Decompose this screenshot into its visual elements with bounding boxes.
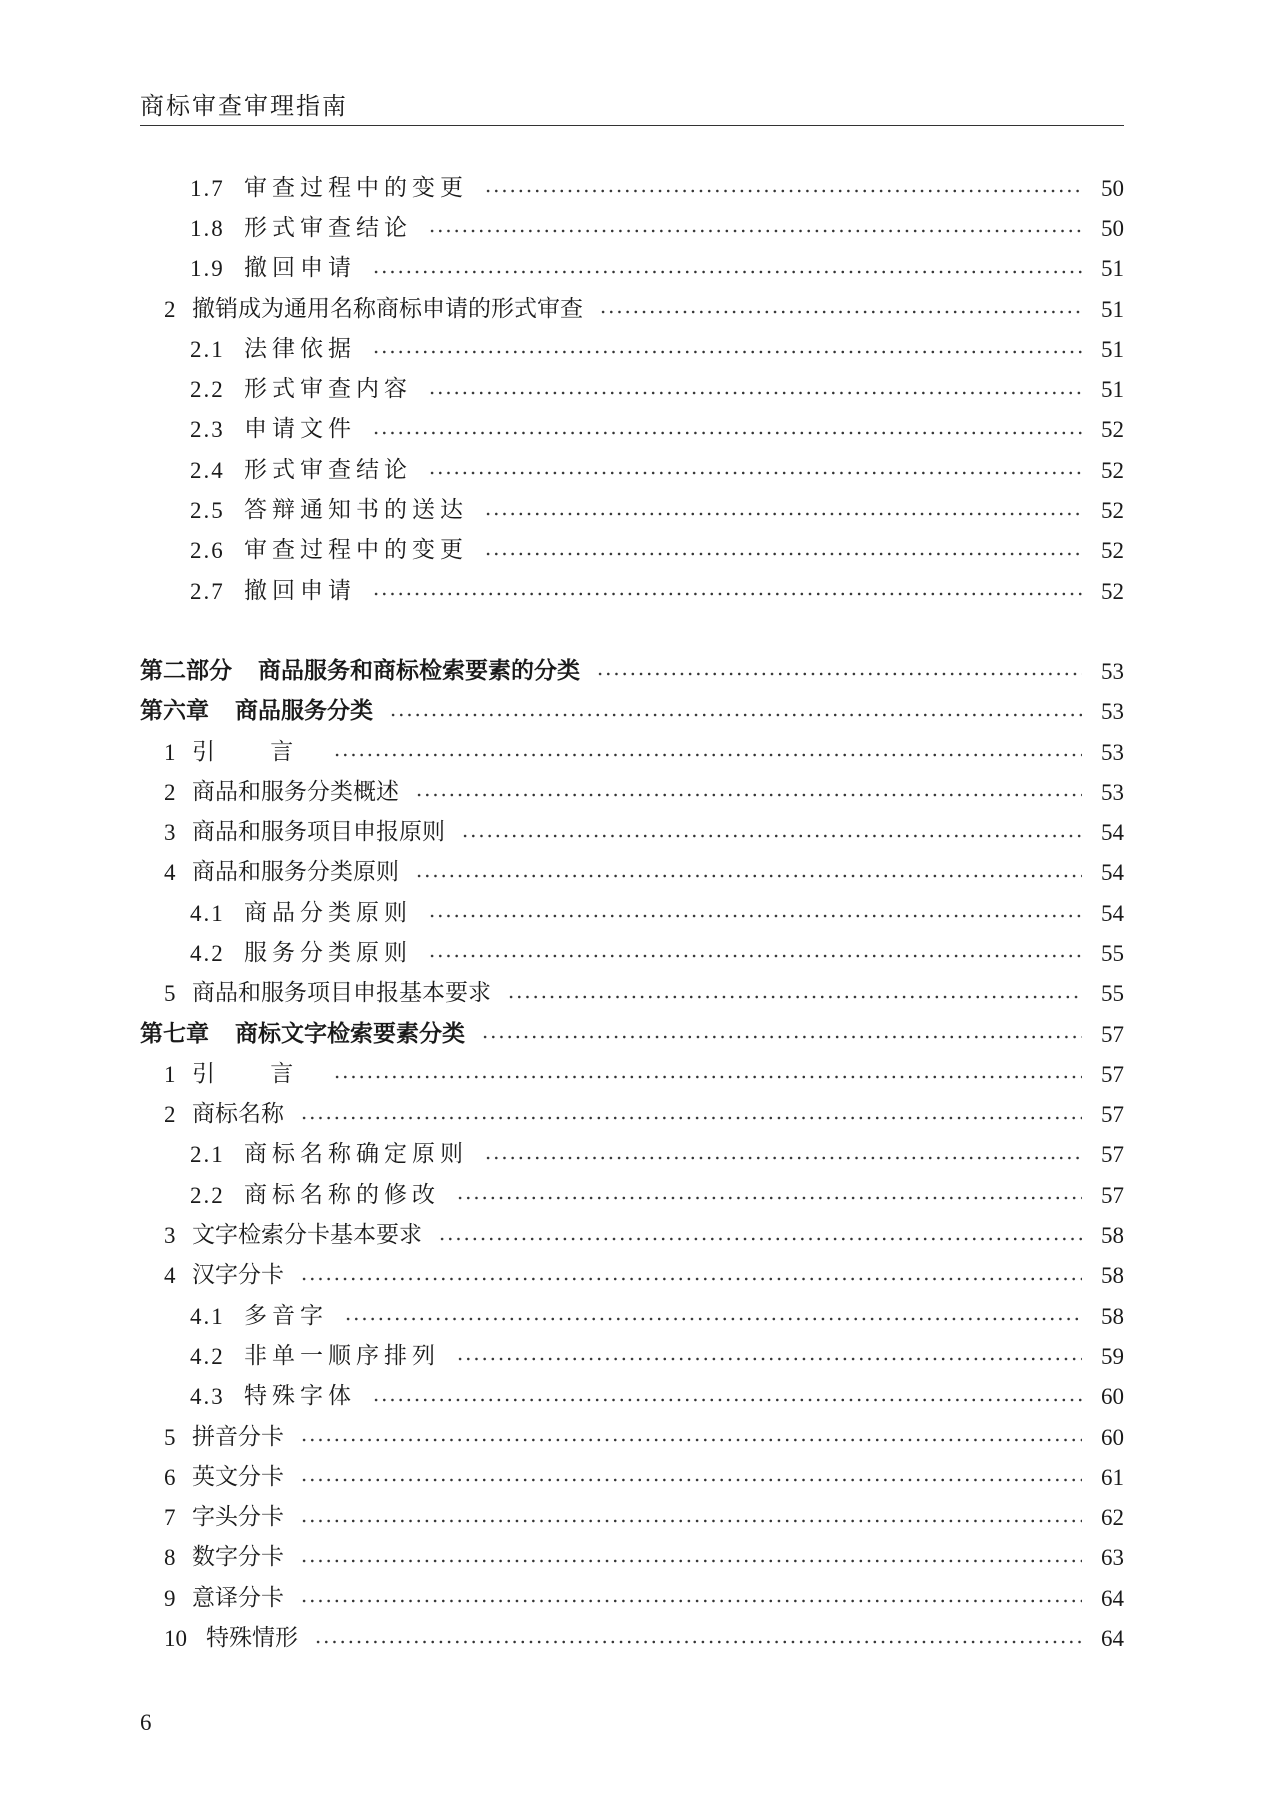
toc-leader-dots xyxy=(314,1639,1082,1645)
toc-entry-number: 1 xyxy=(164,1061,176,1087)
toc-entry-title: 引 言 xyxy=(192,738,318,765)
toc-entry-page: 60 xyxy=(1101,1384,1124,1410)
toc-entry-number: 8 xyxy=(164,1545,176,1571)
toc-entry xyxy=(140,490,1124,530)
running-header: 商标审查审理指南 xyxy=(140,92,348,120)
toc-entry-page: 57 xyxy=(1101,1021,1124,1047)
toc-entry-page: 57 xyxy=(1101,1142,1124,1168)
toc-entry-page: 51 xyxy=(1101,296,1124,322)
toc-leader-dots xyxy=(300,1518,1082,1524)
toc-entry xyxy=(140,974,1124,1014)
toc-entry-number: 3 xyxy=(164,1223,176,1249)
toc-leader-dots xyxy=(415,792,1082,798)
toc-entry-title: 非单一顺序排列 xyxy=(244,1342,440,1369)
toc-entry-title: 文字检索分卡基本要求 xyxy=(192,1222,422,1249)
toc-entry-number: 1 xyxy=(164,739,176,765)
toc-entry-number: 2.2 xyxy=(190,377,225,403)
toc-entry-title: 形式审查结论 xyxy=(244,214,412,241)
toc-entry-title: 商品服务和商标检索要素的分类 xyxy=(258,657,580,684)
toc-entry-number: 4.2 xyxy=(190,1343,225,1369)
toc-entry xyxy=(140,410,1124,450)
toc-leader-dots xyxy=(372,430,1082,436)
toc-entry-page: 50 xyxy=(1101,175,1124,201)
toc-entry-title: 申请文件 xyxy=(244,416,356,443)
toc-entry-number: 1.7 xyxy=(190,175,225,201)
toc-entry-page: 60 xyxy=(1101,1424,1124,1450)
toc-entry-page: 54 xyxy=(1101,820,1124,846)
toc-entry-page: 58 xyxy=(1101,1303,1124,1329)
toc-leader-dots xyxy=(428,953,1082,959)
toc-entry-number: 9 xyxy=(164,1585,176,1611)
toc-leader-dots xyxy=(372,349,1082,355)
toc-entry-number: 2.1 xyxy=(190,336,225,362)
toc-entry-number: 2.1 xyxy=(190,1142,225,1168)
toc-entry xyxy=(140,1417,1124,1457)
toc-entry-title: 多音字 xyxy=(244,1302,328,1329)
toc-leader-dots xyxy=(300,1598,1082,1604)
toc-entry-title: 法律依据 xyxy=(244,335,356,362)
toc-entry-page: 51 xyxy=(1101,377,1124,403)
toc-leader-dots xyxy=(438,1236,1082,1242)
toc-entry-title: 审查过程中的变更 xyxy=(244,537,468,564)
toc-leader-dots xyxy=(599,309,1082,315)
toc-entry-title: 英文分卡 xyxy=(192,1463,284,1490)
toc-entry xyxy=(140,1095,1124,1135)
toc-entry xyxy=(140,692,1124,732)
toc-entry-number: 5 xyxy=(164,981,176,1007)
toc-entry-number: 2.3 xyxy=(190,417,225,443)
toc-leader-dots xyxy=(300,1276,1082,1282)
toc-entry xyxy=(140,369,1124,409)
toc-leader-dots xyxy=(372,591,1082,597)
toc-leader-dots xyxy=(456,1356,1082,1362)
toc-entry xyxy=(140,1498,1124,1538)
toc-entry-number: 3 xyxy=(164,820,176,846)
toc-leader-dots xyxy=(428,913,1082,919)
toc-entry-number: 10 xyxy=(164,1626,187,1652)
toc-entry xyxy=(140,1175,1124,1215)
toc-entry xyxy=(140,933,1124,973)
toc-entry xyxy=(140,812,1124,852)
toc-entry-title: 撤回申请 xyxy=(244,255,356,282)
toc-entry xyxy=(140,1256,1124,1296)
toc-leader-dots xyxy=(456,1195,1082,1201)
toc-leader-dots xyxy=(484,551,1082,557)
toc-entry xyxy=(140,1296,1124,1336)
toc-entry-page: 53 xyxy=(1101,739,1124,765)
toc-entry-number: 7 xyxy=(164,1505,176,1531)
toc-entry-number: 2.6 xyxy=(190,538,225,564)
toc-entry xyxy=(140,1618,1124,1658)
toc-entry xyxy=(140,531,1124,571)
toc-entry xyxy=(140,1457,1124,1497)
toc-entry-title: 商品和服务项目申报基本要求 xyxy=(192,980,491,1007)
toc-entry-number: 4.1 xyxy=(190,1303,225,1329)
toc-entry-title: 数字分卡 xyxy=(192,1544,284,1571)
toc-entry-number: 2 xyxy=(164,296,176,322)
toc-leader-dots xyxy=(428,390,1082,396)
toc-entry-title: 特殊情形 xyxy=(206,1625,298,1652)
toc-entry-title: 商品分类原则 xyxy=(244,899,412,926)
toc-entry xyxy=(140,1538,1124,1578)
toc-entry xyxy=(140,1215,1124,1255)
toc-entry-number: 1.9 xyxy=(190,256,225,282)
toc-entry-title: 撤回申请 xyxy=(244,577,356,604)
toc-entry-number: 1.8 xyxy=(190,215,225,241)
toc-entry-page: 52 xyxy=(1101,538,1124,564)
toc-entry xyxy=(140,450,1124,490)
toc-entry-number: 第七章 xyxy=(140,1020,209,1047)
toc-leader-dots xyxy=(300,1477,1082,1483)
toc-entry xyxy=(140,1054,1124,1094)
toc-entry-number: 4.1 xyxy=(190,900,225,926)
toc-entry-page: 52 xyxy=(1101,578,1124,604)
toc-entry-title: 形式审查结论 xyxy=(244,456,412,483)
toc-entry-title: 审查过程中的变更 xyxy=(244,174,468,201)
toc-entry xyxy=(140,168,1124,208)
toc-entry-page: 53 xyxy=(1101,658,1124,684)
toc-entry xyxy=(140,772,1124,812)
toc-leader-dots xyxy=(481,1034,1082,1040)
toc-leader-dots xyxy=(300,1558,1082,1564)
toc-entry xyxy=(140,329,1124,369)
toc-leader-dots xyxy=(596,671,1082,677)
toc-leader-dots xyxy=(389,712,1082,718)
toc-leader-dots xyxy=(484,511,1082,517)
toc-entry-page: 53 xyxy=(1101,779,1124,805)
toc-entry xyxy=(140,571,1124,611)
toc-entry-title: 商标名称 xyxy=(192,1101,284,1128)
toc-entry-page: 63 xyxy=(1101,1545,1124,1571)
toc-entry-page: 55 xyxy=(1101,940,1124,966)
toc-entry-number: 2 xyxy=(164,779,176,805)
toc-entry-title: 引 言 xyxy=(192,1060,318,1087)
toc-entry-title: 服务分类原则 xyxy=(244,939,412,966)
toc-entry-number: 6 xyxy=(164,1464,176,1490)
toc-entry-title: 商品和服务分类原则 xyxy=(192,859,399,886)
toc-entry-title: 商标名称的修改 xyxy=(244,1181,440,1208)
toc-entry-page: 50 xyxy=(1101,215,1124,241)
toc-entry-number: 第六章 xyxy=(140,698,209,725)
toc-entry-page: 64 xyxy=(1101,1626,1124,1652)
toc-entry-title: 意译分卡 xyxy=(192,1584,284,1611)
toc-entry-number: 2 xyxy=(164,1102,176,1128)
toc-leader-dots xyxy=(507,994,1082,1000)
toc-entry-page: 51 xyxy=(1101,256,1124,282)
toc-entry-number: 4 xyxy=(164,1263,176,1289)
toc-entry-title: 商品和服务分类概述 xyxy=(192,778,399,805)
toc-leader-dots xyxy=(372,269,1082,275)
page-number: 6 xyxy=(140,1710,152,1735)
toc-entry-title: 商品服务分类 xyxy=(235,698,373,725)
toc-entry xyxy=(140,208,1124,248)
toc-leader-dots xyxy=(300,1437,1082,1443)
toc-entry-title: 商标文字检索要素分类 xyxy=(235,1020,465,1047)
toc-entry xyxy=(140,651,1124,691)
toc-entry-page: 51 xyxy=(1101,336,1124,362)
toc-entry xyxy=(140,1377,1124,1417)
toc-entry xyxy=(140,1014,1124,1054)
table-of-contents xyxy=(140,168,1124,1659)
toc-leader-dots xyxy=(415,873,1082,879)
toc-entry-page: 57 xyxy=(1101,1061,1124,1087)
toc-entry-page: 54 xyxy=(1101,860,1124,886)
toc-leader-dots xyxy=(461,833,1082,839)
toc-entry-page: 61 xyxy=(1101,1464,1124,1490)
toc-entry-title: 答辩通知书的送达 xyxy=(244,497,468,524)
toc-entry-number: 4 xyxy=(164,860,176,886)
toc-leader-dots xyxy=(333,1074,1082,1080)
toc-entry-page: 59 xyxy=(1101,1343,1124,1369)
toc-leader-dots xyxy=(300,1115,1082,1121)
toc-entry-page: 52 xyxy=(1101,498,1124,524)
toc-entry-number: 4.2 xyxy=(190,940,225,966)
toc-entry-title: 汉字分卡 xyxy=(192,1262,284,1289)
toc-entry-number: 2.4 xyxy=(190,457,225,483)
toc-entry-number: 2.7 xyxy=(190,578,225,604)
toc-entry xyxy=(140,1336,1124,1376)
toc-entry-number: 2.5 xyxy=(190,498,225,524)
toc-entry-page: 58 xyxy=(1101,1223,1124,1249)
toc-entry-page: 52 xyxy=(1101,457,1124,483)
toc-leader-dots xyxy=(484,188,1082,194)
toc-entry-number: 4.3 xyxy=(190,1384,225,1410)
toc-entry-number: 5 xyxy=(164,1424,176,1450)
toc-leader-dots xyxy=(428,228,1082,234)
toc-entry-title: 字头分卡 xyxy=(192,1504,284,1531)
toc-entry-number: 2.2 xyxy=(190,1182,225,1208)
toc-entry-title: 撤销成为通用名称商标申请的形式审查 xyxy=(192,295,583,322)
toc-leader-dots xyxy=(333,752,1082,758)
toc-entry-title: 拼音分卡 xyxy=(192,1423,284,1450)
toc-entry-title: 商品和服务项目申报原则 xyxy=(192,819,445,846)
toc-entry-page: 52 xyxy=(1101,417,1124,443)
toc-entry-page: 57 xyxy=(1101,1102,1124,1128)
toc-leader-dots xyxy=(484,1155,1082,1161)
toc-entry xyxy=(140,1578,1124,1618)
toc-entry-page: 64 xyxy=(1101,1585,1124,1611)
toc-entry-title: 特殊字体 xyxy=(244,1383,356,1410)
toc-leader-dots xyxy=(344,1316,1082,1322)
toc-entry-number: 第二部分 xyxy=(140,657,232,684)
toc-entry-page: 57 xyxy=(1101,1182,1124,1208)
toc-leader-dots xyxy=(428,470,1082,476)
toc-entry-page: 58 xyxy=(1101,1263,1124,1289)
toc-entry xyxy=(140,853,1124,893)
toc-leader-dots xyxy=(372,1397,1082,1403)
toc-entry xyxy=(140,1135,1124,1175)
toc-entry-page: 54 xyxy=(1101,900,1124,926)
toc-entry xyxy=(140,289,1124,329)
toc-entry xyxy=(140,732,1124,772)
toc-entry xyxy=(140,249,1124,289)
toc-entry xyxy=(140,893,1124,933)
header-rule xyxy=(140,125,1124,126)
toc-entry-page: 53 xyxy=(1101,699,1124,725)
toc-entry-title: 形式审查内容 xyxy=(244,376,412,403)
toc-entry-page: 55 xyxy=(1101,981,1124,1007)
toc-entry-page: 62 xyxy=(1101,1505,1124,1531)
toc-entry-title: 商标名称确定原则 xyxy=(244,1141,468,1168)
